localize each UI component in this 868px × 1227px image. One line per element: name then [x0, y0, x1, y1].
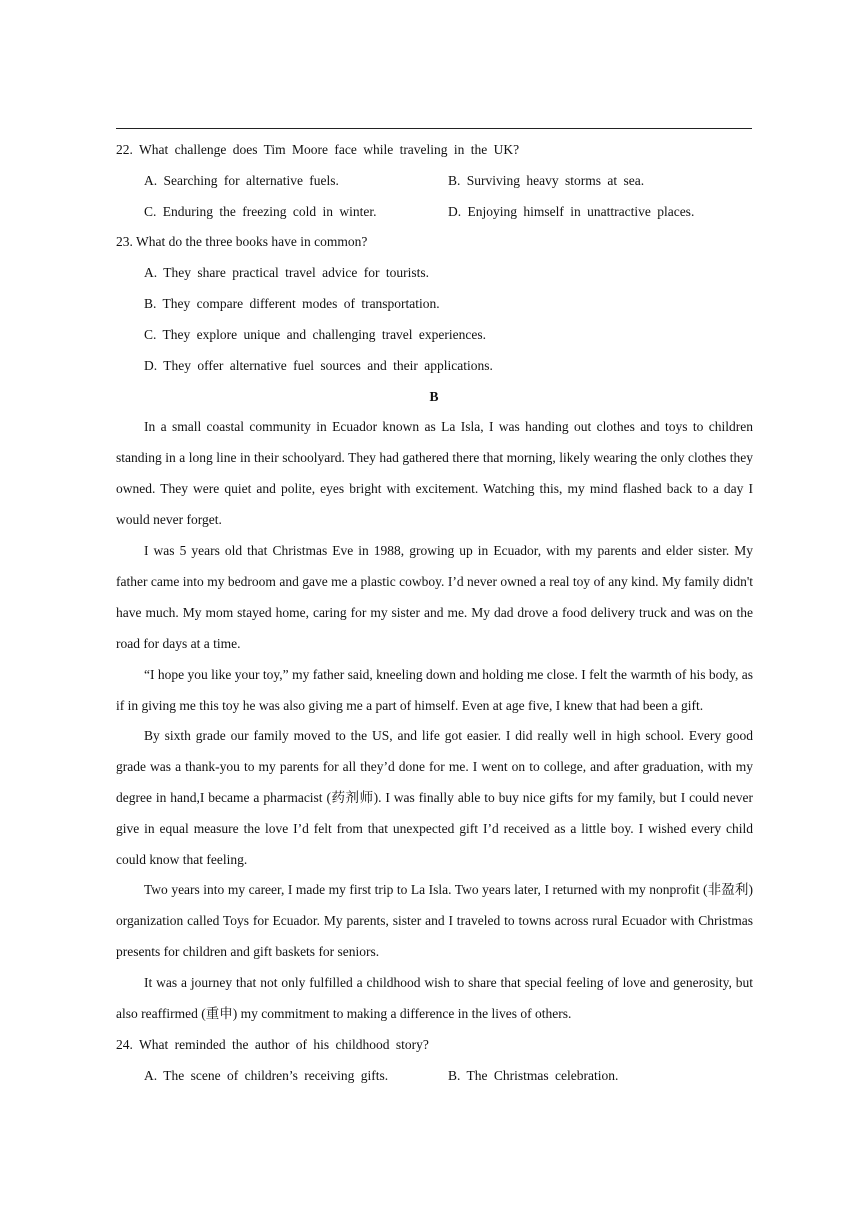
passage-paragraph [116, 874, 753, 967]
q22-option-a: A. Searching for alternative fuels. [144, 173, 339, 188]
question-23: 23. What do the three books have in common? [116, 234, 368, 249]
passage-paragraph-text: By sixth grade our family moved to the US, and life got easier. I did really well in high school. Every good grade was a thank-you to my parents for all they’d done for me. I went on to college, and after graduation, with my degree in hand,I became a pharmacist (药剂师). I was finally able to buy nice gifts for my family, but I could never give in equal measure the love I’d felt from that unexpected gift I’d received as a little boy. I wished every child could know that feeling. [116, 728, 753, 867]
top-divider-rule [116, 128, 752, 129]
passage-paragraph [116, 659, 753, 721]
passage-paragraph-text: I was 5 years old that Christmas Eve in 1988, growing up in Ecuador, with my parents and elder sister. My father came into my bedroom and gave me a plastic cowboy. I’d never owned a real toy of any kind. My family didn't have much. My mom stayed home, caring for my sister and me. My dad drove a food delivery truck and was on the road for days at a time. [116, 543, 753, 651]
passage-paragraph [116, 967, 753, 1029]
question-24: 24. What reminded the author of his childhood story? [116, 1037, 429, 1052]
q23-option-a: A. They share practical travel advice for tourists. [144, 265, 430, 280]
q22-option-d: D. Enjoying himself in unattractive places. [448, 204, 695, 219]
passage-paragraph-text: In a small coastal community in Ecuador known as La Isla, I was handing out clothes and toys to children standing in a long line in their schoolyard. They had gathered there that morning, likely wearing the only clothes they owned. They were quiet and polite, eyes bright with excitement. Watching this, my mind flashed back to a day I would never forget. [116, 419, 753, 527]
q23-option-d: D. They offer alternative fuel sources and their applications. [144, 358, 493, 373]
question-22: 22. What challenge does Tim Moore face while traveling in the UK? [116, 142, 520, 157]
q23-option-b: B. They compare different modes of transportation. [144, 296, 440, 311]
q24-option-a: A. The scene of children’s receiving gifts. [144, 1068, 389, 1083]
passage-paragraph-text: Two years into my career, I made my first trip to La Isla. Two years later, I returned with my nonprofit (非盈利) organization called Toys for Ecuador. My parents, sister and I traveled to towns across rural Ecuador with Christmas presents for children and gift baskets for seniors. [116, 882, 753, 959]
q23-option-c: C. They explore unique and challenging travel experiences. [144, 327, 487, 342]
passage-paragraph-text: “I hope you like your toy,” my father said, kneeling down and holding me close. I felt the warmth of his body, as if in giving me this toy he was also giving me a part of himself. Even at age five, I knew that had been a gift. [116, 667, 753, 713]
q22-option-c: C. Enduring the freezing cold in winter. [144, 204, 377, 219]
passage-paragraph [116, 535, 753, 659]
q22-option-b: B. Surviving heavy storms at sea. [448, 173, 645, 188]
q24-option-b: B. The Christmas celebration. [448, 1068, 619, 1083]
passage-paragraph [116, 411, 753, 535]
section-heading: B [429, 389, 439, 404]
passage-paragraph-text: It was a journey that not only fulfilled a childhood wish to share that special feeling of love and generosity, but also reaffirmed (重申) my commitment to making a difference in the lives of others. [116, 975, 753, 1021]
passage-paragraph [116, 720, 753, 875]
